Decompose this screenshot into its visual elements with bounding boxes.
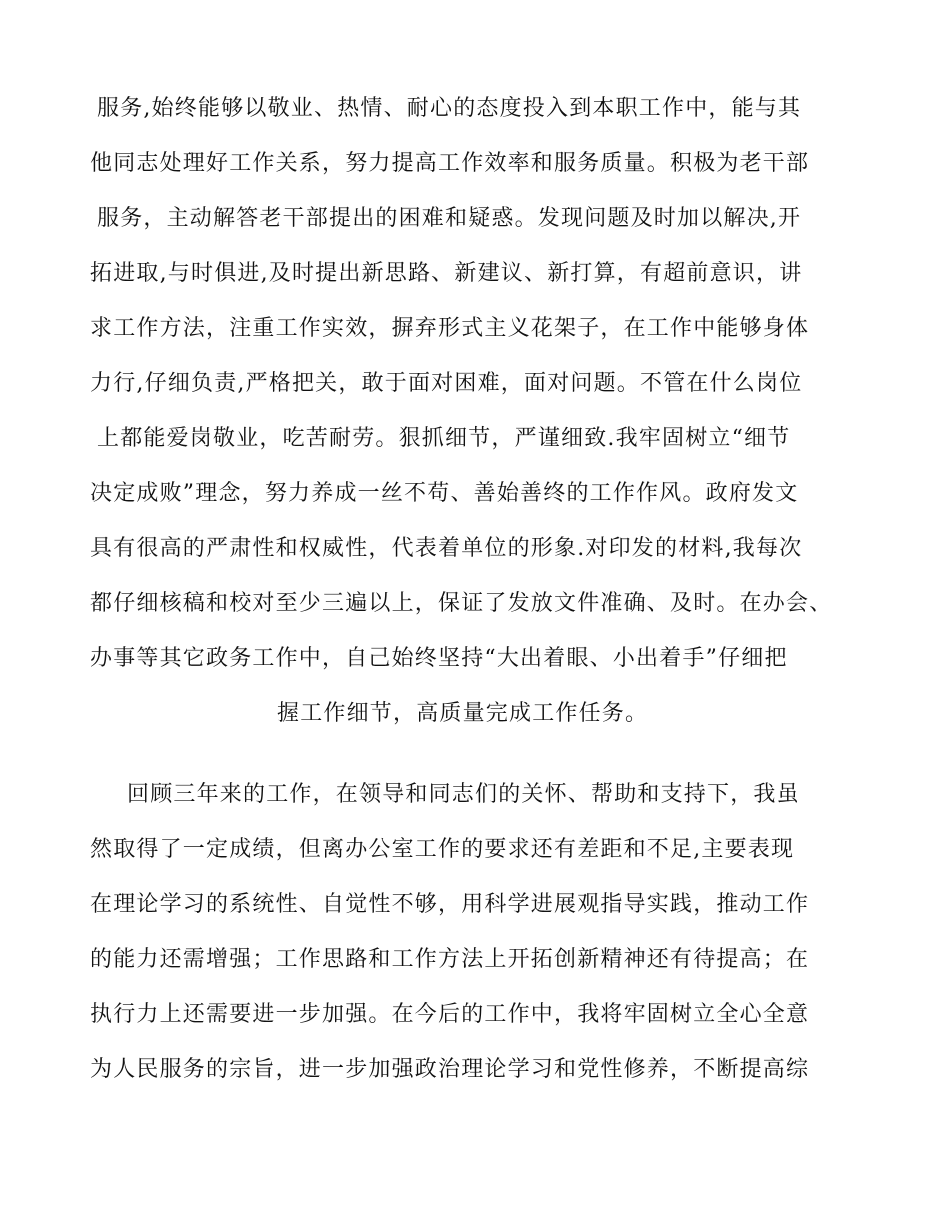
text-line: 握工作细节，高质量完成工作任务。 <box>277 701 649 726</box>
text-line: 然取得了一定成绩，但离办公室工作的要求还有差距和不足,主要表现 <box>90 837 795 862</box>
text-line: 在理论学习的系统性、自觉性不够，用科学进展观指导实践，推动工作 <box>90 892 810 917</box>
text-line: 的能力还需增强；工作思路和工作方法上开拓创新精神还有待提高；在 <box>90 947 810 972</box>
text-line: 求工作方法，注重工作实效，摒弃形式主义花架子，在工作中能够身体 <box>90 316 810 341</box>
text-line: 拓进取,与时俱进,及时提出新思路、新建议、新打算，有超前意识，讲 <box>90 261 803 286</box>
text-line: 回顾三年来的工作，在领导和同志们的关怀、帮助和支持下，我虽 <box>127 782 800 807</box>
text-line: 办事等其它政务工作中，自己始终坚持“大出着眼、小出着手”仔细把 <box>90 646 788 671</box>
text-line: 都仔细核稿和校对至少三遍以上，保证了发放文件准确、及时。在办会、 <box>90 591 833 616</box>
text-line: 他同志处理好工作关系，努力提高工作效率和服务质量。积极为老干部 <box>90 151 810 176</box>
text-line: 力行,仔细负责,严格把关，敢于面对困难，面对问题。不管在什么岗位 <box>90 371 803 396</box>
text-line: 执行力上还需要进一步加强。在今后的工作中，我将牢固树立全心全意 <box>90 1002 810 1027</box>
text-line: 服务，主动解答老干部提出的困难和疑惑。发现问题及时加以解决,开 <box>97 206 802 231</box>
text-line: 具有很高的严肃性和权威性，代表着单位的形象.对印发的材料,我每次 <box>90 536 803 561</box>
text-line: 决定成败”理念，努力养成一丝不苟、善始善终的工作作风。政府发文 <box>90 481 799 506</box>
text-line: 为人民服务的宗旨，进一步加强政治理论学习和党性修养，不断提高综 <box>90 1057 810 1082</box>
text-line: 上都能爱岗敬业，吃苦耐劳。狠抓细节，严谨细致.我牢固树立“细节 <box>97 426 791 451</box>
text-line: 服务,始终能够以敬业、热情、耐心的态度投入到本职工作中，能与其 <box>97 96 802 121</box>
